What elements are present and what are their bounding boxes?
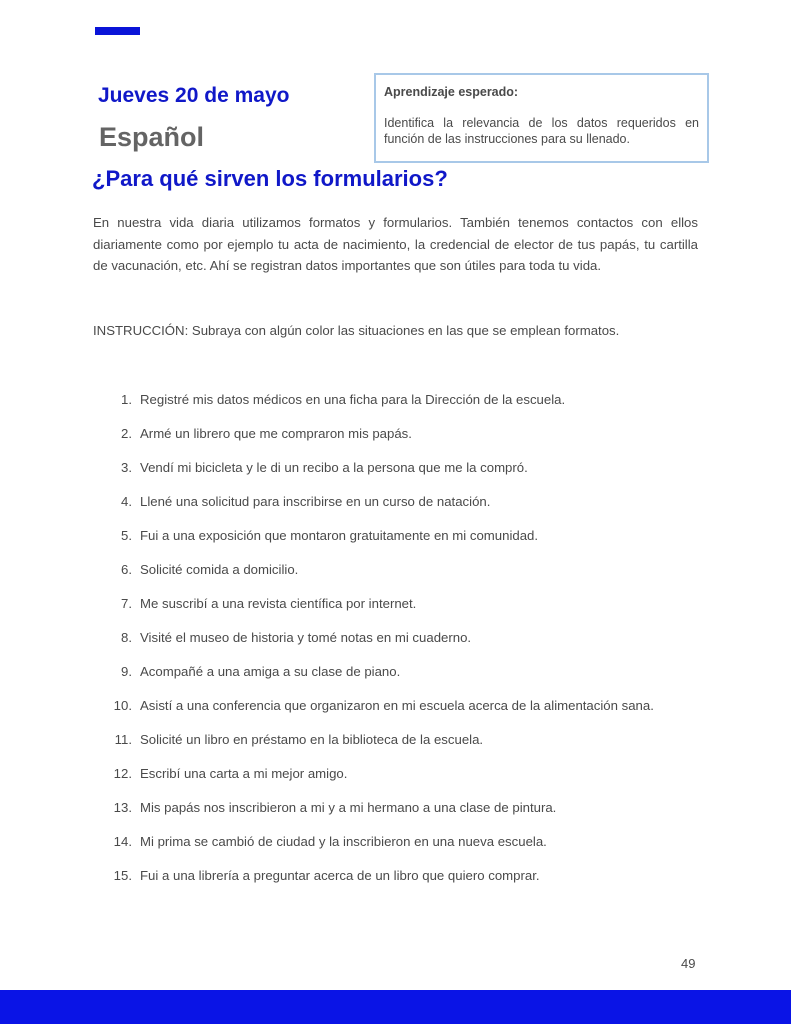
learning-box-text: Identifica la relevancia de los datos requeridos en función de las instrucciones para su llenado. <box>384 116 699 146</box>
list-item <box>100 494 700 528</box>
list-item-number: 3. <box>121 460 132 475</box>
list-item <box>100 732 700 766</box>
list-item-text: Solicité comida a domicilio. <box>140 562 299 577</box>
list-item-text: Me suscribí a una revista científica por internet. <box>140 596 417 611</box>
list-item <box>100 834 700 868</box>
list-item-number: 9. <box>121 664 132 679</box>
list-item <box>100 766 700 800</box>
list-item-text: Llené una solicitud para inscribirse en un curso de natación. <box>140 494 491 509</box>
list-item <box>100 664 700 698</box>
list-item-number: 12. <box>113 766 132 781</box>
footer-bar <box>0 990 791 1024</box>
list-item-number: 15. <box>113 868 132 883</box>
list-item-text: Mi prima se cambió de ciudad y la inscribieron en una nueva escuela. <box>140 834 547 849</box>
list-item-text: Mis papás nos inscribieron a mi y a mi hermano a una clase de pintura. <box>140 800 557 815</box>
list-item <box>100 460 700 494</box>
learning-box <box>374 73 709 163</box>
list-item <box>100 426 700 460</box>
list-item <box>100 868 700 902</box>
list-item-text: Acompañé a una amiga a su clase de piano. <box>140 664 401 679</box>
list-item <box>100 630 700 664</box>
page-number: 49 <box>681 956 696 971</box>
list-item-text: Fui a una librería a preguntar acerca de un libro que quiero comprar. <box>140 868 540 883</box>
instruction-text: INSTRUCCIÓN: Subraya con algún color las situaciones en las que se emplean formatos. <box>93 323 620 338</box>
list-item <box>100 562 700 596</box>
accent-bar <box>95 27 140 35</box>
list-item-number: 1. <box>121 392 132 407</box>
list-item <box>100 698 700 732</box>
list-item-number: 7. <box>121 596 132 611</box>
list-item <box>100 596 700 630</box>
list-item-text: Solicité un libro en préstamo en la biblioteca de la escuela. <box>140 732 484 747</box>
intro-paragraph: En nuestra vida diaria utilizamos formatos y formularios. También tenemos contactos con ellos diariamente como por ejemplo tu acta de nacimiento, la credencial de elector de tus papás, tu cartilla de vacunación, etc. Ahí se registran datos importantes que son útiles para toda tu vida. <box>93 215 698 273</box>
list-item-number: 11. <box>114 732 132 747</box>
list-item-number: 8. <box>121 630 132 645</box>
subject-title: Español <box>99 122 205 152</box>
list-item-number: 4. <box>121 494 132 509</box>
list-item-text: Vendí mi bicicleta y le di un recibo a la persona que me la compró. <box>140 460 528 475</box>
section-heading: ¿Para qué sirven los formularios? <box>92 166 448 191</box>
list-item-number: 13. <box>113 800 132 815</box>
list-item-number: 10. <box>113 698 132 713</box>
list-item-number: 5. <box>121 528 132 543</box>
list-item <box>100 528 700 562</box>
list-item-number: 2. <box>121 426 132 441</box>
list-item-number: 6. <box>121 562 132 577</box>
list-item-text: Registré mis datos médicos en una ficha para la Dirección de la escuela. <box>140 392 566 407</box>
list-item-text: Visité el museo de historia y tomé notas en mi cuaderno. <box>140 630 472 645</box>
list-item <box>100 800 700 834</box>
date-heading: Jueves 20 de mayo <box>98 84 290 107</box>
list-item-number: 14. <box>113 834 132 849</box>
situations-list <box>100 392 700 902</box>
list-item <box>100 392 700 426</box>
learning-box-title: Aprendizaje esperado: <box>384 85 519 99</box>
list-item-text: Armé un librero que me compraron mis papás. <box>140 426 412 441</box>
list-item-text: Escribí una carta a mi mejor amigo. <box>140 766 348 781</box>
list-item-text: Asistí a una conferencia que organizaron en mi escuela acerca de la alimentación sana. <box>140 698 654 713</box>
list-item-text: Fui a una exposición que montaron gratuitamente en mi comunidad. <box>140 528 539 543</box>
